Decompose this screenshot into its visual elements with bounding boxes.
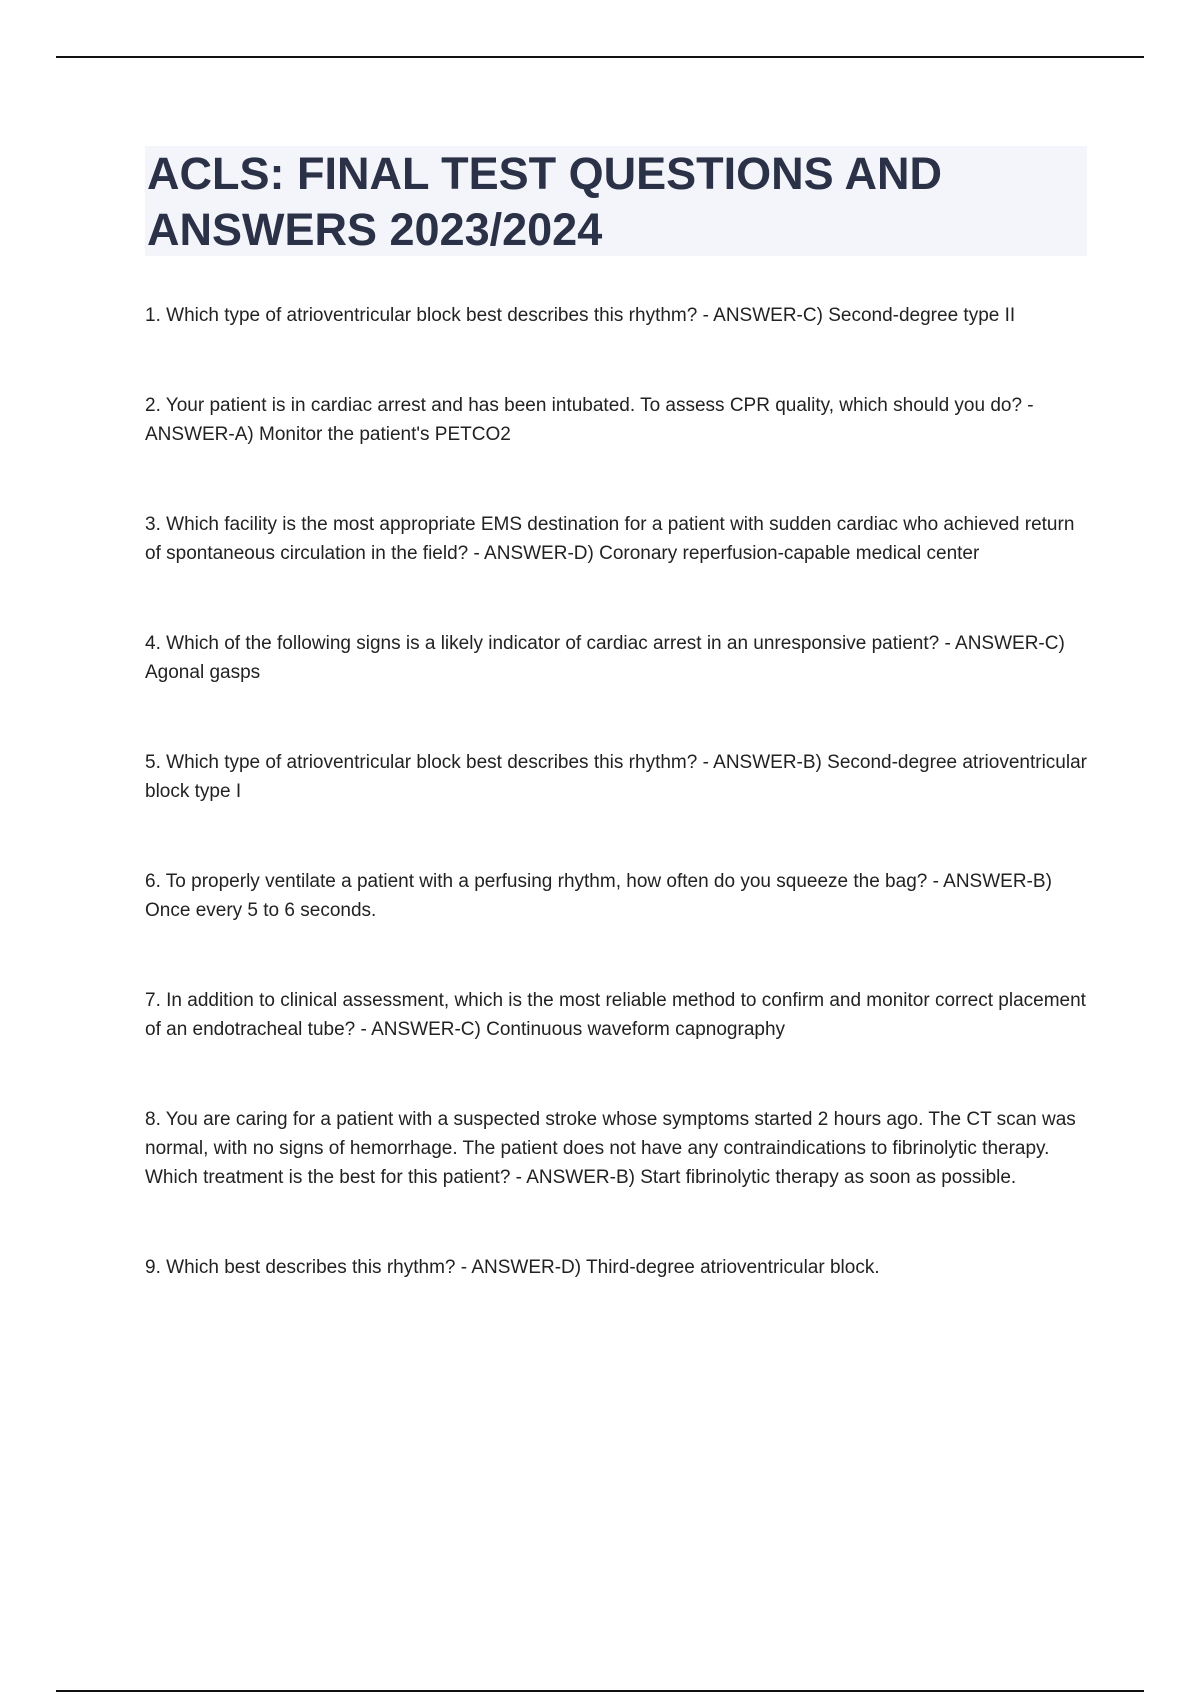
qa-list — [145, 301, 1095, 1282]
question-text: Which type of atrioventricular block best describes this rhythm? — [166, 752, 698, 773]
question-text: In addition to clinical assessment, which is the most reliable method to confirm and monitor correct placement of an endotracheal tube? — [145, 990, 1086, 1040]
answer-text: C) Agonal gasps — [145, 633, 1065, 683]
bottom-rule — [56, 1690, 1144, 1692]
answer-separator: - ANSWER- — [697, 752, 803, 773]
question-text: Which best describes this rhythm? — [166, 1257, 456, 1278]
answer-text: D) Third-degree atrioventricular block. — [561, 1257, 880, 1278]
question-number: 9. — [145, 1257, 161, 1278]
qa-item-7 — [145, 986, 1095, 1044]
question-number: 6. — [145, 871, 161, 892]
question-text: Your patient is in cardiac arrest and has been intubated. To assess CPR quality, which should you do? — [165, 395, 1023, 416]
qa-item-5 — [145, 748, 1095, 806]
answer-text: B) Second-degree atrioventricular block type I — [145, 752, 1087, 802]
question-number: 5. — [145, 752, 161, 773]
question-number: 3. — [145, 514, 161, 535]
question-number: 8. — [145, 1109, 161, 1130]
question-number: 1. — [145, 305, 161, 326]
qa-item-6 — [145, 867, 1095, 925]
qa-item-2 — [145, 391, 1095, 449]
qa-item-8 — [145, 1105, 1095, 1192]
question-text: To properly ventilate a patient with a perfusing rhythm, how often do you squeeze the bag? — [165, 871, 928, 892]
answer-text: C) Continuous waveform capnography — [460, 1019, 786, 1040]
answer-text: B) Start fibrinolytic therapy as soon as possible. — [615, 1167, 1017, 1188]
answer-separator: - ANSWER- — [468, 543, 574, 564]
answer-separator: - ANSWER- — [927, 871, 1033, 892]
qa-item-1 — [145, 301, 1095, 330]
answer-separator: - ANSWER- — [697, 305, 803, 326]
question-text: Which type of atrioventricular block best describes this rhythm? — [166, 305, 698, 326]
question-text: Which of the following signs is a likely indicator of cardiac arrest in an unresponsive patient? — [166, 633, 940, 654]
answer-separator: - ANSWER- — [510, 1167, 616, 1188]
answer-text: C) Second-degree type II — [802, 305, 1016, 326]
question-text: Which facility is the most appropriate EMS destination for a patient with sudden cardiac who achieved return of spontaneous circulation in the field? — [145, 514, 1075, 564]
top-rule — [56, 56, 1144, 58]
answer-text: B) Once every 5 to 6 seconds. — [145, 871, 1052, 921]
question-text: You are caring for a patient with a suspected stroke whose symptoms started 2 hours ago. The CT scan was normal, with no signs of hemorrhage. The patient does not have any contraindications to fibrinolytic therapy. Which treatment is the best for this patient? — [145, 1109, 1076, 1188]
answer-separator: - ANSWER- — [355, 1019, 461, 1040]
answer-text: A) Monitor the patient's PETCO2 — [234, 424, 511, 445]
answer-separator: - ANSWER- — [145, 395, 1034, 445]
question-number: 7. — [145, 990, 161, 1011]
answer-text: D) Coronary reperfusion-capable medical center — [573, 543, 980, 564]
qa-item-4 — [145, 629, 1095, 687]
answer-separator: - ANSWER- — [455, 1257, 562, 1278]
question-number: 4. — [145, 633, 161, 654]
qa-item-3 — [145, 510, 1095, 568]
answer-separator: - ANSWER- — [939, 633, 1045, 654]
title-block — [145, 146, 1087, 256]
qa-item-9 — [145, 1253, 1095, 1282]
page-title: ACLS: FINAL TEST QUESTIONS AND ANSWERS 2023/2024 — [147, 148, 943, 255]
question-number: 2. — [145, 395, 161, 416]
